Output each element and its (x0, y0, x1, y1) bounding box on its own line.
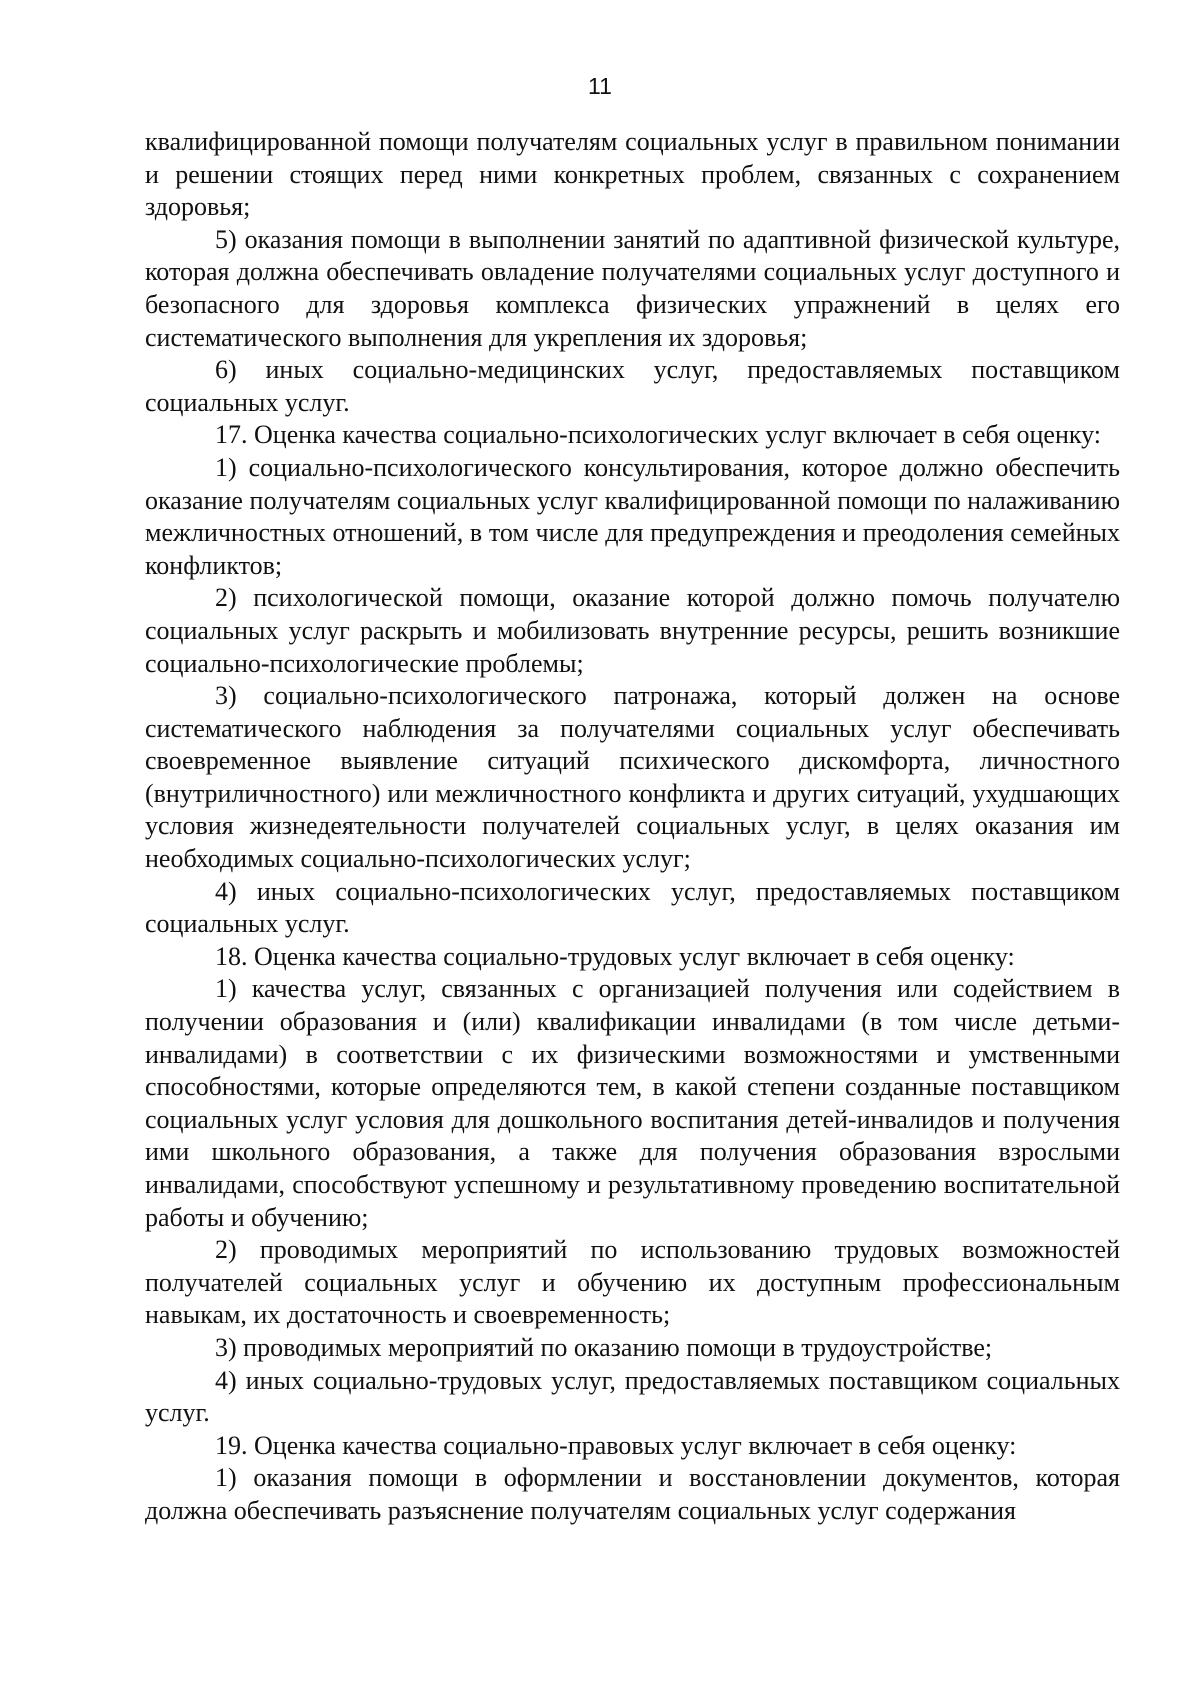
paragraph: 4) иных социально-трудовых услуг, предоставляемых поставщиком социальных услуг. (145, 1365, 1120, 1428)
paragraph: 2) психологической помощи, оказание которой должно помочь получателю социальных услуг раскрыть и мобилизовать внутренние ресурсы, решить возникшие социально-психологические проблемы; (145, 583, 1120, 678)
paragraph: 1) социально-психологического консультирования, которое должно обеспечить оказание получателям социальных услуг квалифицированной помощи по налаживанию межличностных отношений, в том числе для предупреждения и преодоления семейных конфликтов; (145, 452, 1120, 580)
paragraph: 3) проводимых мероприятий по оказанию помощи в трудоустройстве; (215, 1332, 993, 1362)
document-body (145, 126, 1120, 1528)
paragraph: квалифицированной помощи получателям социальных услуг в правильном понимании и решении стоящих перед ними конкретных проблем, связанных с сохранением здоровья; (145, 127, 1120, 222)
paragraph: 1) качества услуг, связанных с организацией получения или содействием в получении образования и (или) квалификации инвалидами (в том числе детьми-инвалидами) в соответствии с их физическими возможностями и умственными способностями, которые определяются тем, в какой степени созданные поставщиком социальных услуг условия для дошкольного воспитания детей-инвалидов и получения ими школьного образования, а также для получения образования взрослыми инвалидами, способствуют успешному и результативному проведению воспитательной работы и обучению; (145, 974, 1120, 1232)
paragraph: 6) иных социально-медицинских услуг, предоставляемых поставщиком социальных услуг. (145, 355, 1120, 417)
paragraph: 19. Оценка качества социально-правовых услуг включает в себя оценку: (215, 1430, 1017, 1460)
paragraph: 2) проводимых мероприятий по использованию трудовых возможностей получателей социальных услуг и обучению их доступным профессиональным навыкам, их достаточность и своевременность; (145, 1235, 1120, 1330)
paragraph: 17. Оценка качества социально-психологических услуг включает в себя оценку: (215, 420, 1102, 450)
paragraph: 4) иных социально-психологических услуг, предоставляемых поставщиком социальных услуг. (145, 876, 1120, 939)
paragraph: 5) оказания помощи в выполнении занятий по адаптивной физической культуре, которая должна обеспечивать овладение получателями социальных услуг доступного и безопасного для здоровья комплекса физических упражнений в целях его систематического выполнения для укрепления их здоровья; (145, 224, 1120, 352)
page-number: 11 (588, 73, 612, 99)
paragraph: 1) оказания помощи в оформлении и восстановлении документов, которая должна обеспечивать разъяснение получателям социальных услуг содержания (145, 1463, 1120, 1525)
paragraph: 18. Оценка качества социально-трудовых услуг включает в себя оценку: (215, 941, 1015, 971)
paragraph: 3) социально-психологического патронажа, который должен на основе систематического наблюдения за получателями социальных услуг обеспечивать своевременное выявление ситуаций психического дискомфорта, личностного (внутриличностного) или межличностного конфликта и других ситуаций, ухудшающих условия жизнедеятельности получателей социальных услуг, в целях оказания им необходимых социально-психологических услуг; (145, 681, 1120, 874)
